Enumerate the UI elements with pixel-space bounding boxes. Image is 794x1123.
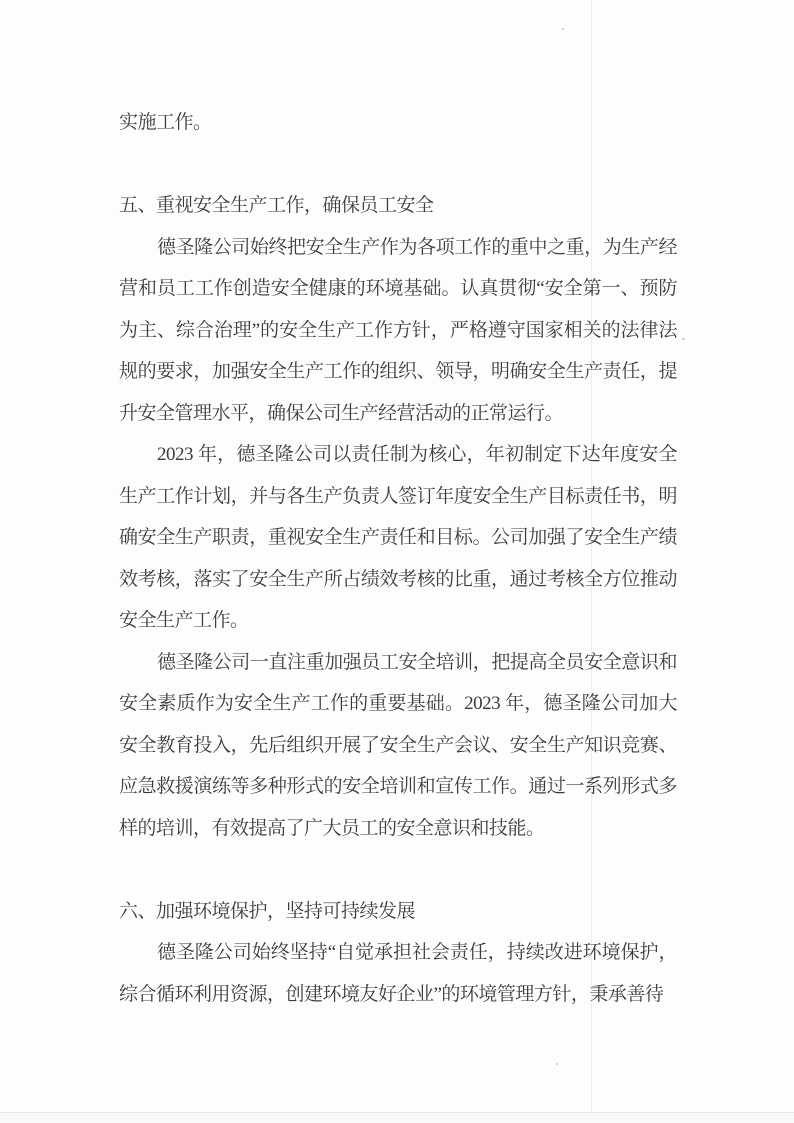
scan-edge-shade bbox=[0, 1113, 794, 1123]
scan-speck bbox=[562, 28, 564, 30]
section-heading-5: 五、重视安全生产工作，确保员工安全 bbox=[119, 195, 434, 216]
document-body bbox=[0, 102, 794, 1015]
section-heading-6: 六、加强环境保护，坚持可持续发展 bbox=[119, 900, 416, 922]
paragraph: 2023 年，德圣隆公司以责任制为核心，年初制定下达年度安全生产工作计划，并与各生产负责人签订年度安全生产目标责任书，明确安全生产职责，重视安全生产责任和目标。公司加强了安全生产绩效考核，落实了安全生产所占绩效考核的比重，通过考核全方位推动安全生产工作。 bbox=[119, 444, 677, 631]
paragraph-continuation: 实施工作。 bbox=[119, 112, 212, 133]
paragraph: 德圣隆公司始终坚持“自觉承担社会责任，持续改进环境保护，综合循环利用资源，创建环境友好企业”的环境管理方针，秉承善待 bbox=[119, 942, 677, 1005]
scan-speck bbox=[556, 1063, 558, 1065]
paragraph: 德圣隆公司始终把安全生产作为各项工作的重中之重，为生产经营和员工工作创造安全健康的环境基础。认真贯彻“安全第一、预防为主、综合治理”的安全生产工作方针，严格遵守国家相关的法律法规的要求，加强安全生产工作的组织、领导，明确安全生产责任，提升安全管理水平，确保公司生产经营活动的正常运行。 bbox=[119, 236, 677, 424]
paragraph: 德圣隆公司一直注重加强员工安全培训，把提高全员安全意识和安全素质作为安全生产工作的重要基础。2023 年，德圣隆公司加大安全教育投入，先后组织开展了安全生产会议、安全生产知识竞赛、应急救援演练等多种形式的安全培训和宣传工作。通过一系列形式多样的培训，有效提高了广大员工的安全意识和技能。 bbox=[119, 651, 677, 839]
